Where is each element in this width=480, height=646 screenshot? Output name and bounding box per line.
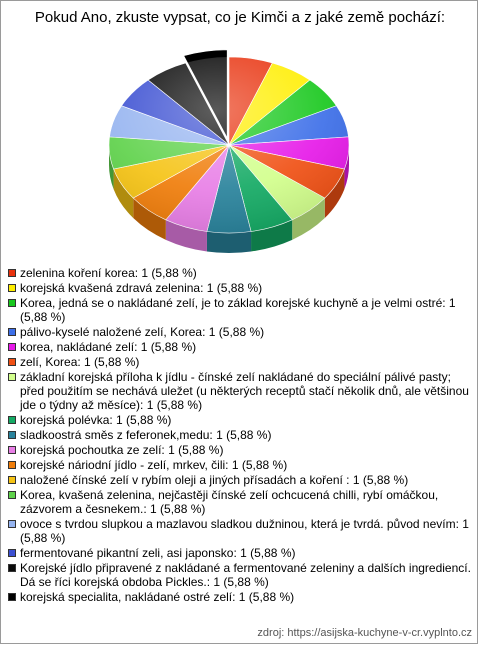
legend-label: korejská polévka: 1 (5,88 %) xyxy=(20,413,172,427)
legend-item xyxy=(8,355,474,369)
pie-slice-side xyxy=(207,232,251,253)
legend-swatch xyxy=(8,564,16,572)
legend-item xyxy=(8,488,474,516)
legend-item xyxy=(8,443,474,457)
chart-title: Pokud Ano, zkuste vypsat, co je Kimči a z jaké země pochází: xyxy=(34,9,446,26)
legend-item xyxy=(8,458,474,472)
legend-swatch xyxy=(8,284,16,292)
pie-chart xyxy=(0,0,480,262)
legend-swatch xyxy=(8,549,16,557)
legend xyxy=(8,266,474,605)
legend-item xyxy=(8,370,474,412)
legend-label: sladkoostrá směs z feferonek,medu: 1 (5,88 %) xyxy=(20,428,272,442)
legend-item xyxy=(8,590,474,604)
legend-item xyxy=(8,266,474,280)
legend-item xyxy=(8,546,474,560)
legend-swatch xyxy=(8,343,16,351)
legend-label: základní korejská příloha k jídlu - čínské zelí nakládané do speciální pálivé pasty; před použitím se nechává uležet (u některých receptů stačí několik dnů, ale většinou jde o týdny až měsíce): 1 (5,88 %) xyxy=(20,370,469,412)
legend-item xyxy=(8,561,474,589)
legend-item xyxy=(8,517,474,545)
legend-swatch xyxy=(8,416,16,424)
legend-item xyxy=(8,325,474,339)
legend-swatch xyxy=(8,358,16,366)
legend-item xyxy=(8,281,474,295)
source-note: zdroj: https://asijska-kuchyne-v-cr.vyplnto.cz xyxy=(257,627,472,639)
legend-label: pálivo-kyselé naložené zelí, Korea: 1 (5,88 %) xyxy=(20,325,265,339)
legend-label: zelenina koření korea: 1 (5,88 %) xyxy=(20,266,197,280)
legend-swatch xyxy=(8,373,16,381)
legend-swatch xyxy=(8,328,16,336)
legend-swatch xyxy=(8,593,16,601)
legend-label: korejské náriodní jídlo - zelí, mrkev, čili: 1 (5,88 %) xyxy=(20,458,288,472)
legend-label: Korejské jídlo připravené z nakládané a fermentované zeleniny a dalších ingrediencí. Dá se říci korejská obdoba Pickles.: 1 (5,88 %) xyxy=(20,561,471,589)
legend-swatch xyxy=(8,299,16,307)
legend-swatch xyxy=(8,446,16,454)
legend-swatch xyxy=(8,269,16,277)
legend-label: fermentované pikantní zeli, asi japonsko: 1 (5,88 %) xyxy=(20,546,296,560)
legend-item xyxy=(8,340,474,354)
legend-label: Korea, jedná se o nakládané zelí, je to základ korejské kuchyně a je velmi ostré: 1 (5,88 %) xyxy=(20,296,456,324)
legend-label: naložené čínské zelí v rybím oleji a jiných přísadách a koření : 1 (5,88 %) xyxy=(20,473,409,487)
legend-label: ovoce s tvrdou slupkou a mazlavou sladkou dužninou, která je tvrdá. původ nevím: 1 (5,88 %) xyxy=(20,517,469,545)
legend-item xyxy=(8,473,474,487)
legend-label: korejská kvašená zdravá zelenina: 1 (5,88 %) xyxy=(20,281,263,295)
legend-item xyxy=(8,413,474,427)
legend-label: zelí, Korea: 1 (5,88 %) xyxy=(20,355,140,369)
legend-label: korea, nakládané zelí: 1 (5,88 %) xyxy=(20,340,197,354)
legend-label: korejská specialita, nakládané ostré zelí: 1 (5,88 %) xyxy=(20,590,295,604)
legend-swatch xyxy=(8,461,16,469)
legend-label: Korea, kvašená zelenina, nejčastěji čínské zelí ochcucená chilli, rybí omáčkou, zázvorem a česnekem.: 1 (5,88 %) xyxy=(20,488,439,516)
legend-item xyxy=(8,428,474,442)
legend-label: korejská pochoutka ze zelí: 1 (5,88 %) xyxy=(20,443,224,457)
legend-swatch xyxy=(8,476,16,484)
legend-swatch xyxy=(8,520,16,528)
legend-swatch xyxy=(8,491,16,499)
legend-swatch xyxy=(8,431,16,439)
legend-item xyxy=(8,296,474,324)
